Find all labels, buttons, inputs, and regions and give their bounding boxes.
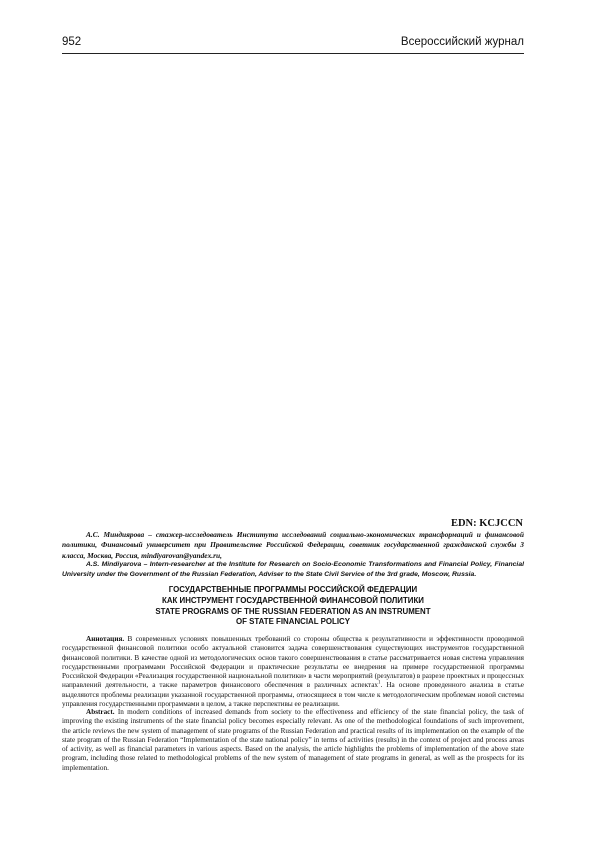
author-info-ru: А.С. Миндиярова – стажер-исследователь Института исследований социально-экономических трансформаций и финансовой политики, Финансовый университет при Правительстве Российской Федерации, советник государственной гражданской службы 3 класса, Москва, Россия, mindiyarovan@yandex.ru, — [62, 530, 524, 560]
abstract-ru-text-1: В современных условиях повышенных требований со стороны общества к результативности и эффективности проводимой государственной финансовой политики особо актуальной становится задача совершенствования существующих инструментов государственной финансовой политики. В качестве одной из методологических основ такого совершенствования в статье рассматривается новая система управления государственными программами Российской Федерации и практические результаты ее внедрения на примере государственной программы Российской Федерации «Реализация государственной национальной политики» в части мероприятий (результатов) в разрезе проектных и процессных направлений деятельности, а также параметров финансового обеспечения в различных аспектах — [62, 635, 524, 690]
header-rule — [62, 53, 524, 54]
abstract-en — [62, 708, 524, 773]
journal-name: Всероссийский журнал — [400, 36, 524, 48]
edn-code: EDN: KCJCCN — [450, 518, 523, 529]
title-en-line-2: OF STATE FINANCIAL POLICY — [236, 617, 350, 627]
running-header — [62, 36, 524, 54]
title-ru-line-1: ГОСУДАРСТВЕННЫЕ ПРОГРАММЫ РОССИЙСКОЙ ФЕДЕРАЦИИ — [168, 585, 418, 594]
footnote-marker: 1 — [378, 680, 381, 686]
abstract-ru — [62, 635, 524, 709]
abstract-ru-label: Аннотация. — [86, 635, 125, 643]
article-title — [62, 585, 524, 628]
abstract-ru-text-2: . На основе проведенного анализа в статье выделяются проблемы реализации указанной государственной программы, относящиеся в том числе к методологическим проблемам новой системы управления государственными программами в целом, а также перспективы ее реализации. — [62, 681, 524, 708]
abstract-en-label: Abstract. — [86, 708, 115, 716]
title-en-line-1: STATE PROGRAMS OF THE RUSSIAN FEDERATION AS AN INSTRUMENT — [155, 606, 431, 616]
page-number: 952 — [62, 36, 82, 48]
author-info-en: A.S. Mindiyarova – Intern-researcher at the Institute for Research on Socio-Economic Transformations and Financial Policy, Financial University under the Government of the Russian Federation, Adviser to the State Civil Service of the 3rd grade, Moscow, Russia. — [62, 561, 524, 579]
abstract-en-text: In modern conditions of increased demands from society to the effectiveness and efficiency of the state financial policy, the task of improving the existing instruments of the state financial policy becomes especially relevant. As one of the methodological foundations of such improvement, the article reviews the new system of management of state programs of the Russian Federation and practical results of its implementation on the example of the state program of the Russian Federation “Implementation of the state national policy” in terms of activities (results) in the context of project and process areas of activity, as well as financial parameters in various aspects. Based on the analysis, the article highlights the problems of implementation of the above state program, including those related to methodological problems of the new system of management of state programs in general, as well as the prospects for its implementation. — [62, 708, 524, 772]
title-ru-line-2: КАК ИНСТРУМЕНТ ГОСУДАРСТВЕННОЙ ФИНАНСОВОЙ ПОЛИТИКИ — [162, 595, 424, 605]
